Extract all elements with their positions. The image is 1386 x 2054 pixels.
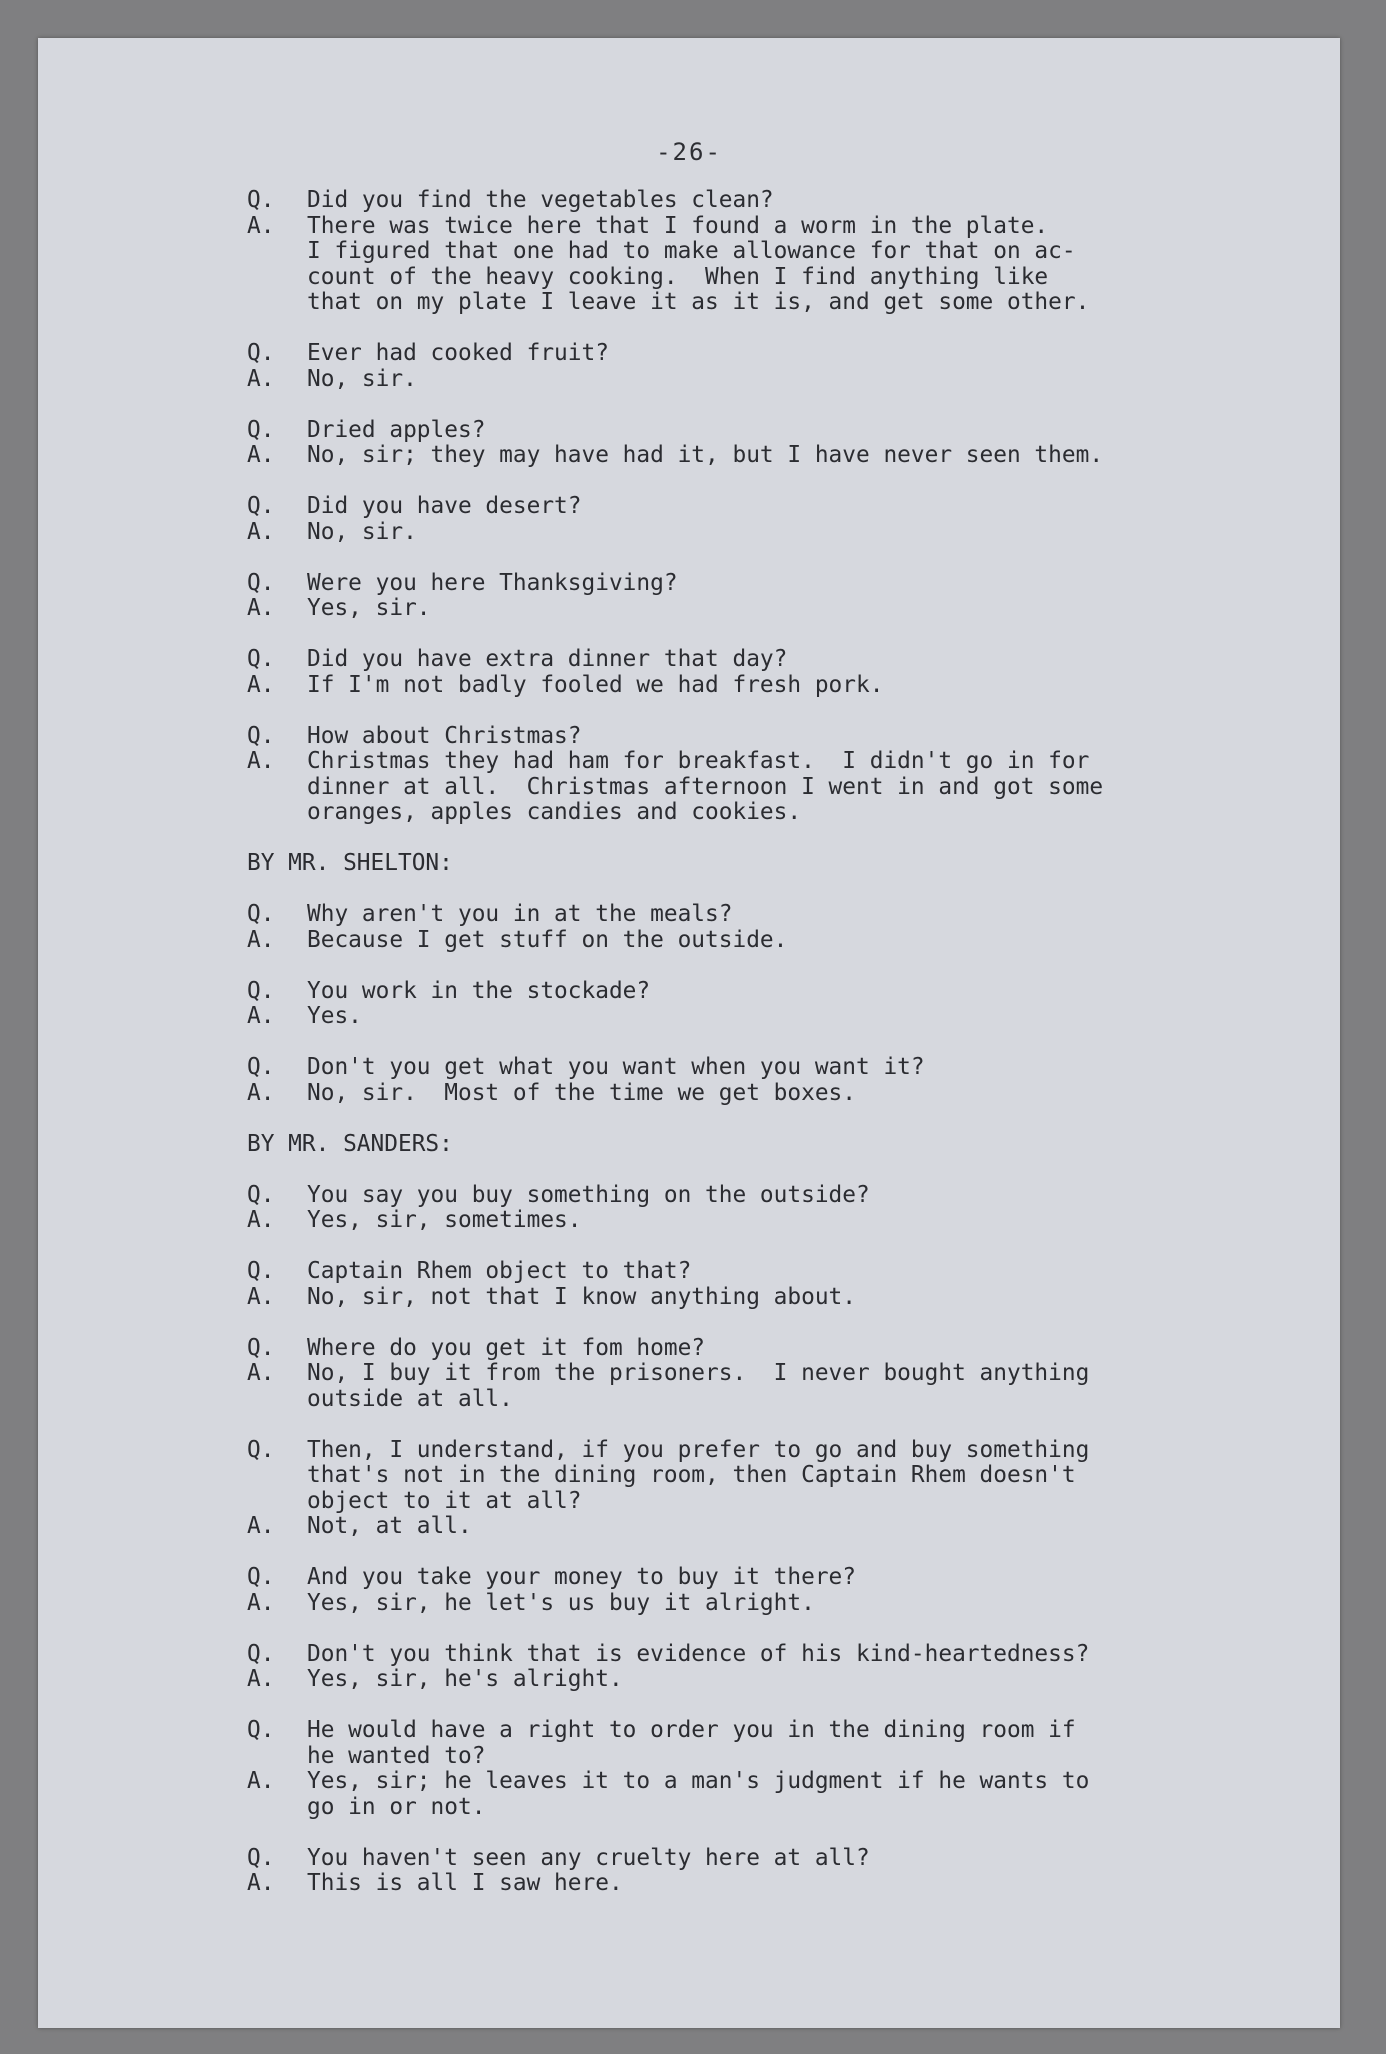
speaker-label: A.	[247, 1589, 275, 1616]
transcript-line	[247, 1208, 1267, 1234]
transcript-line	[247, 1846, 1267, 1872]
speaker-label: Q.	[247, 901, 275, 927]
speaker-label: Q.	[247, 722, 275, 749]
line-text: You say you buy something on the outside?	[307, 1181, 870, 1208]
speaker-label: A.	[247, 1207, 275, 1233]
line-text: Did you have desert?	[307, 493, 582, 519]
transcript-line	[247, 290, 1267, 316]
speaker-label: Q.	[247, 1640, 275, 1667]
line-text: Don't you think that is evidence of his kind-heartedness?	[307, 1640, 1090, 1667]
transcript-line	[247, 214, 1267, 240]
speaker-label	[247, 1744, 307, 1770]
speaker-label: A.	[247, 1768, 275, 1794]
speaker-label: A.	[247, 212, 275, 239]
qa-exchange	[247, 341, 1267, 392]
qa-exchange	[247, 1259, 1267, 1310]
transcript-line	[247, 1769, 1267, 1795]
speaker-label: A.	[247, 1003, 275, 1029]
line-text: Yes, sir, he's alright.	[307, 1666, 623, 1692]
speaker-label	[247, 1489, 307, 1515]
transcript-line	[247, 724, 1267, 750]
transcript-line	[247, 749, 1267, 775]
qa-exchange	[247, 1565, 1267, 1616]
line-text: count of the heavy cooking. When I find anything like	[307, 263, 1049, 290]
speaker-label	[247, 1463, 307, 1489]
line-text: dinner at all. Christmas afternoon I went in and got some	[307, 773, 1104, 800]
line-text: This is all I saw here.	[307, 1870, 623, 1896]
speaker-label: A.	[247, 748, 275, 774]
qa-exchange	[247, 1336, 1267, 1413]
line-text: No, sir. Most of the time we get boxes.	[307, 1079, 856, 1106]
transcript-body	[247, 188, 1267, 1922]
transcript-line	[247, 1591, 1267, 1617]
line-text: oranges, apples candies and cookies.	[307, 799, 802, 825]
transcript-line	[247, 800, 1267, 826]
qa-exchange	[247, 979, 1267, 1030]
transcript-line	[247, 1463, 1267, 1489]
transcript-line	[247, 239, 1267, 265]
transcript-line	[247, 673, 1267, 699]
transcript-line	[247, 1795, 1267, 1821]
speaker-label: Q.	[247, 1181, 275, 1208]
speaker-label: A.	[247, 518, 275, 545]
document-page	[38, 38, 1340, 2028]
page-number: -26-	[656, 138, 722, 166]
examiner-heading: BY MR. SANDERS:	[247, 1130, 453, 1157]
transcript-line	[247, 1259, 1267, 1285]
speaker-label: Q.	[247, 1436, 275, 1463]
transcript-line	[247, 928, 1267, 954]
transcript-line	[247, 1183, 1267, 1209]
transcript-line	[247, 1489, 1267, 1515]
line-text: Christmas they had ham for breakfast. I didn't go in for	[307, 748, 1090, 774]
transcript-line	[247, 1565, 1267, 1591]
qa-exchange	[247, 188, 1267, 316]
qa-exchange	[247, 902, 1267, 953]
transcript-line	[247, 571, 1267, 597]
qa-exchange	[247, 647, 1267, 698]
qa-exchange	[247, 1846, 1267, 1897]
transcript-line	[247, 188, 1267, 214]
transcript-line	[247, 1642, 1267, 1668]
transcript-line	[247, 443, 1267, 469]
line-text: Did you have extra dinner that day?	[307, 646, 788, 672]
line-text: Why aren't you in at the meals?	[307, 901, 733, 927]
qa-exchange	[247, 724, 1267, 826]
speaker-label	[247, 1387, 307, 1413]
qa-exchange	[247, 418, 1267, 469]
line-text: Were you here Thanksgiving?	[307, 569, 678, 596]
line-text: Where do you get it fom home?	[307, 1334, 706, 1361]
transcript-line	[247, 647, 1267, 673]
transcript-line	[247, 979, 1267, 1005]
transcript-line	[247, 1387, 1267, 1413]
transcript-line	[247, 265, 1267, 291]
speaker-label: Q.	[247, 187, 275, 213]
speaker-label: A.	[247, 595, 275, 621]
speaker-label: A.	[247, 1666, 275, 1692]
speaker-label: Q.	[247, 646, 275, 672]
line-text: that on my plate I leave it as it is, and get some other.	[307, 289, 1090, 315]
line-text: No, sir.	[307, 518, 417, 545]
speaker-label: A.	[247, 1360, 275, 1386]
line-text: Yes, sir, sometimes.	[307, 1207, 582, 1233]
qa-exchange	[247, 494, 1267, 545]
qa-exchange	[247, 1183, 1267, 1234]
speaker-label	[247, 290, 307, 316]
transcript-line	[247, 1718, 1267, 1744]
speaker-label: Q.	[247, 1717, 275, 1743]
line-text: Ever had cooked fruit?	[307, 340, 609, 366]
line-text: Yes, sir, he let's us buy it alright.	[307, 1589, 815, 1616]
speaker-label	[247, 1795, 307, 1821]
speaker-label: A.	[247, 1513, 275, 1539]
examiner-heading: BY MR. SHELTON:	[247, 850, 453, 876]
speaker-label: A.	[247, 1870, 275, 1896]
transcript-line	[247, 1055, 1267, 1081]
speaker-label: Q.	[247, 340, 275, 366]
transcript-line	[247, 1438, 1267, 1464]
speaker-label: Q.	[247, 1334, 275, 1361]
line-text: Did you find the vegetables clean?	[307, 187, 774, 213]
line-text: outside at all.	[307, 1385, 513, 1412]
transcript-line	[247, 1285, 1267, 1311]
transcript-line	[247, 367, 1267, 393]
speaker-label: Q.	[247, 416, 275, 443]
line-text: Dried apples?	[307, 416, 486, 443]
line-text: And you take your money to buy it there?	[307, 1564, 856, 1590]
line-text: There was twice here that I found a worm in the plate.	[307, 212, 1049, 239]
line-text: Not, at all.	[307, 1513, 472, 1539]
qa-exchange	[247, 1438, 1267, 1540]
line-text: No, I buy it from the prisoners. I never bought anything	[307, 1360, 1090, 1386]
line-text: No, sir; they may have had it, but I have never seen them.	[307, 442, 1104, 468]
speaker-label: A.	[247, 442, 275, 468]
line-text: No, sir.	[307, 365, 417, 392]
transcript-line	[247, 902, 1267, 928]
line-text: He would have a right to order you in the dining room if	[307, 1717, 1076, 1743]
line-text: he wanted to?	[307, 1742, 486, 1769]
qa-exchange	[247, 571, 1267, 622]
speaker-label	[247, 800, 307, 826]
speaker-label: A.	[247, 365, 275, 392]
transcript-line	[247, 1514, 1267, 1540]
transcript-line	[247, 775, 1267, 801]
line-text: Yes, sir.	[307, 595, 431, 621]
transcript-line	[247, 1361, 1267, 1387]
line-text: object to it at all?	[307, 1487, 582, 1514]
transcript-line	[247, 418, 1267, 444]
speaker-label	[247, 265, 307, 291]
line-text: Captain Rhem object to that?	[307, 1258, 692, 1284]
transcript-line	[247, 341, 1267, 367]
transcript-line	[247, 1667, 1267, 1693]
speaker-label: Q.	[247, 1844, 275, 1871]
speaker-label: Q.	[247, 569, 275, 596]
transcript-line	[247, 494, 1267, 520]
speaker-label: Q.	[247, 1258, 275, 1284]
qa-exchange	[247, 1055, 1267, 1106]
line-text: You haven't seen any cruelty here at all?	[307, 1844, 870, 1871]
speaker-label: A.	[247, 1283, 275, 1310]
line-text: How about Christmas?	[307, 722, 582, 749]
speaker-label: Q.	[247, 1564, 275, 1590]
transcript-line	[247, 1336, 1267, 1362]
speaker-label	[247, 239, 307, 265]
line-text: If I'm not badly fooled we had fresh pork.	[307, 671, 884, 698]
speaker-label: A.	[247, 1079, 275, 1106]
line-text: that's not in the dining room, then Captain Rhem doesn't	[307, 1462, 1076, 1488]
line-text: Yes, sir; he leaves it to a man's judgment if he wants to	[307, 1768, 1090, 1794]
line-text: Then, I understand, if you prefer to go and buy something	[307, 1436, 1090, 1463]
line-text: No, sir, not that I know anything about.	[307, 1283, 856, 1310]
speaker-label: Q.	[247, 1054, 275, 1080]
transcript-line	[247, 1871, 1267, 1897]
qa-exchange	[247, 1718, 1267, 1820]
speaker-label: A.	[247, 926, 275, 953]
line-text: Yes.	[307, 1003, 362, 1029]
line-text: go in or not.	[307, 1793, 486, 1820]
transcript-line	[247, 596, 1267, 622]
speaker-label: Q.	[247, 493, 275, 519]
speaker-label: A.	[247, 671, 275, 698]
speaker-label	[247, 775, 307, 801]
transcript-line	[247, 1744, 1267, 1770]
transcript-line	[247, 520, 1267, 546]
line-text: Because I get stuff on the outside.	[307, 926, 788, 953]
speaker-label: Q.	[247, 977, 275, 1004]
line-text: You work in the stockade?	[307, 977, 651, 1004]
line-text: I figured that one had to make allowance for that on ac-	[307, 238, 1076, 264]
transcript-line	[247, 1081, 1267, 1107]
line-text: Don't you get what you want when you want it?	[307, 1054, 925, 1080]
transcript-line	[247, 1004, 1267, 1030]
qa-exchange	[247, 1642, 1267, 1693]
